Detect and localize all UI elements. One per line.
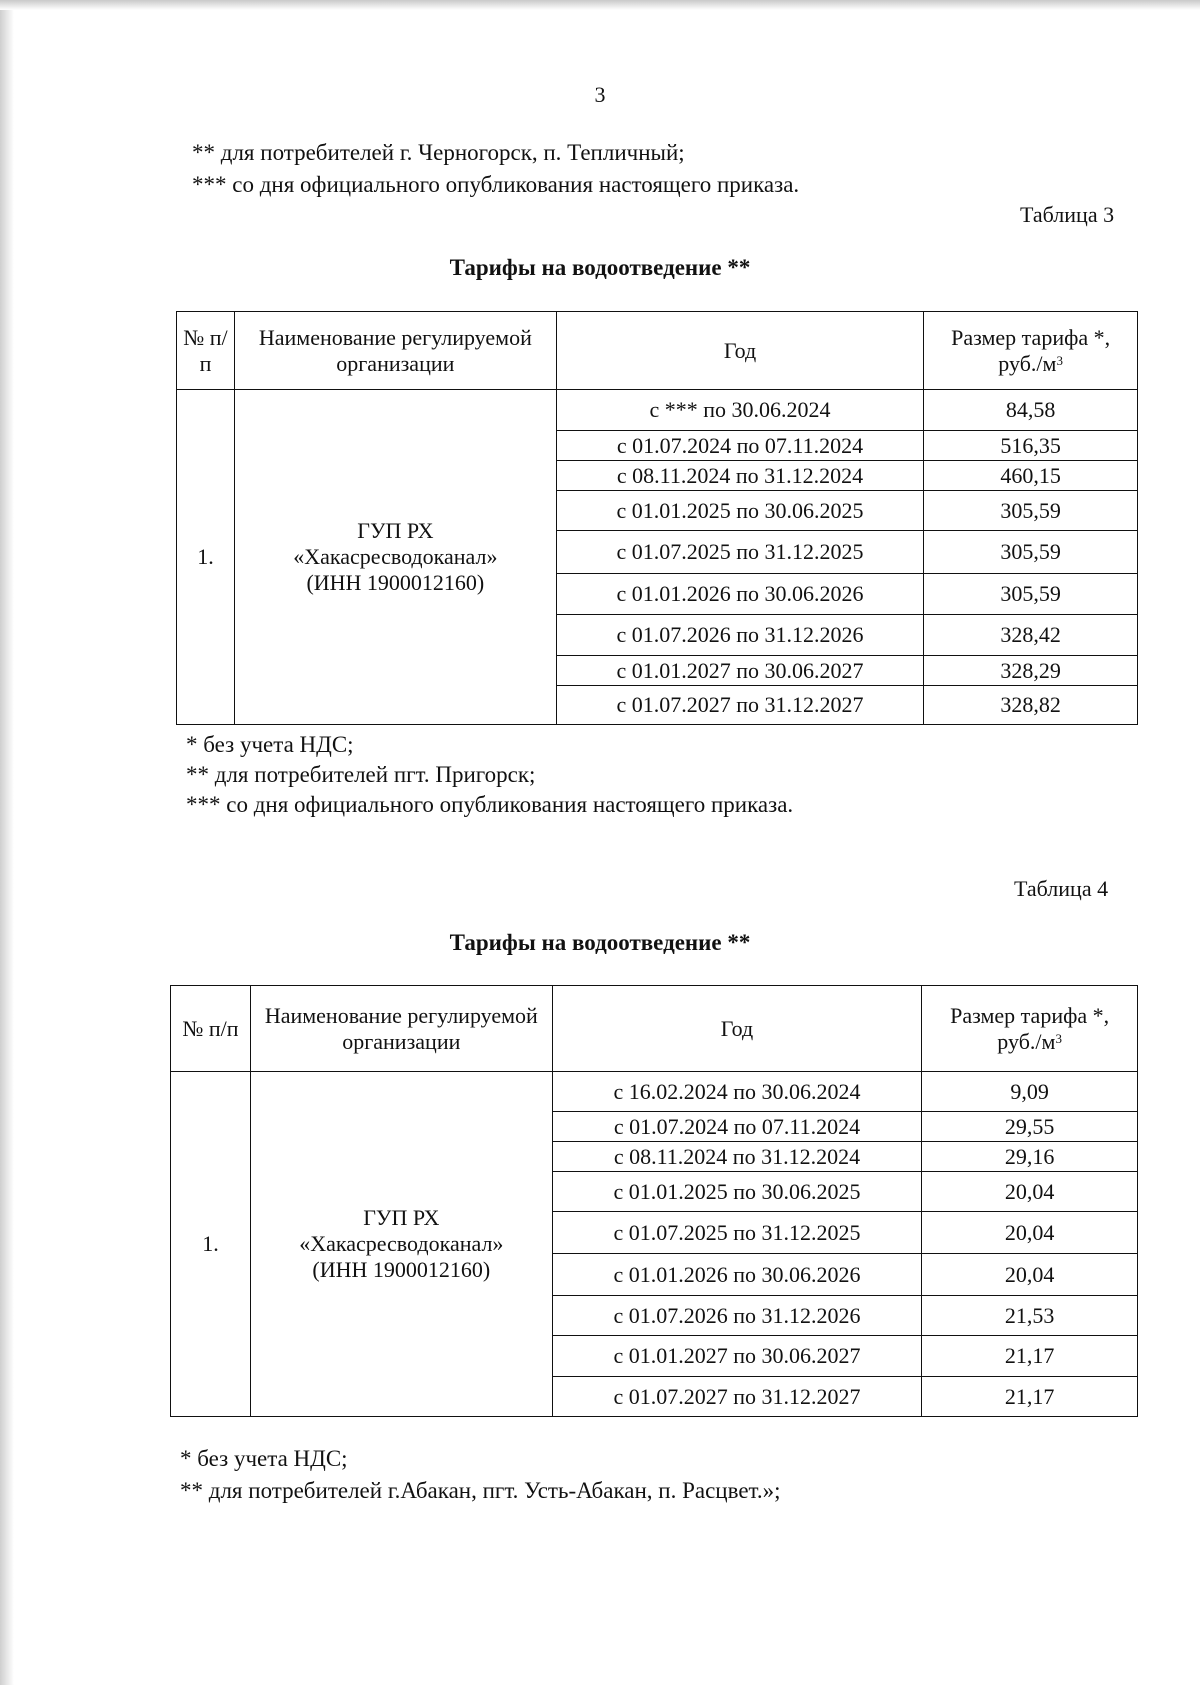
table4-period: с 01.01.2026 по 30.06.2026 <box>552 1254 922 1296</box>
table4-period: с 16.02.2024 по 30.06.2024 <box>552 1072 922 1112</box>
table3-tariff: 516,35 <box>924 431 1138 461</box>
table4-tariff: 20,04 <box>922 1254 1138 1296</box>
table3-period: с 01.01.2027 по 30.06.2027 <box>556 656 924 686</box>
table4-period: с 01.07.2027 по 31.12.2027 <box>552 1377 922 1417</box>
table4-header-tariff-sup: 3 <box>1055 1030 1062 1046</box>
table4-period: с 01.01.2027 по 30.06.2027 <box>552 1336 922 1377</box>
table4-org-line-2: «Хакасресводоканал» <box>299 1231 504 1256</box>
table3-header-row <box>177 312 1138 390</box>
table3-note-3: *** со дня официального опубликования настоящего приказа. <box>186 792 794 817</box>
table3-header-tariff-text: Размер тарифа *, руб./м <box>951 324 1111 376</box>
table3 <box>176 311 1138 725</box>
table3-period: с 01.07.2025 по 31.12.2025 <box>556 531 924 574</box>
scan-edge-top <box>0 0 1200 10</box>
table3-header-name: Наименование регулируемой организации <box>234 312 556 390</box>
table3-tariff: 328,42 <box>924 615 1138 656</box>
table4-tariff: 20,04 <box>922 1172 1138 1212</box>
table4-tariff: 21,17 <box>922 1377 1138 1417</box>
table4-header-name: Наименование регулируемой организации <box>250 986 552 1072</box>
table4-note-1: * без учета НДС; <box>180 1446 348 1471</box>
table-row <box>177 390 1138 431</box>
table3-title: Тарифы на водоотведение ** <box>449 255 751 280</box>
table3-org-name <box>234 390 556 725</box>
page-number: 3 <box>594 82 606 107</box>
table3-tariff: 305,59 <box>924 574 1138 615</box>
table3-tariff: 328,82 <box>924 686 1138 725</box>
header-note-1: ** для потребителей г. Черногорск, п. Тепличный; <box>192 140 685 165</box>
table4-period: с 01.07.2024 по 07.11.2024 <box>552 1112 922 1142</box>
table4-header-row <box>171 986 1138 1072</box>
table4-title: Тарифы на водоотведение ** <box>449 930 751 955</box>
table4-org-line-3: (ИНН 1900012160) <box>312 1257 491 1282</box>
table4-header-num: № п/п <box>171 986 251 1072</box>
table4-header-tariff-text: Размер тарифа *, руб./м <box>950 1002 1110 1054</box>
table3-period: с 01.07.2024 по 07.11.2024 <box>556 431 924 461</box>
table3-period: с 01.01.2025 по 30.06.2025 <box>556 491 924 531</box>
table3-tariff: 84,58 <box>924 390 1138 431</box>
header-note-2: *** со дня официального опубликования настоящего приказа. <box>192 172 800 197</box>
table3-header-year: Год <box>556 312 924 390</box>
table4-tariff: 9,09 <box>922 1072 1138 1112</box>
table3-header-tariff-sup: 3 <box>1056 352 1063 368</box>
table4-header-year: Год <box>552 986 922 1072</box>
table4-period: с 01.01.2025 по 30.06.2025 <box>552 1172 922 1212</box>
table3-period: с 01.07.2026 по 31.12.2026 <box>556 615 924 656</box>
table4-header-tariff <box>922 986 1138 1072</box>
table4-tariff: 21,17 <box>922 1336 1138 1377</box>
table4-row-number: 1. <box>171 1072 251 1417</box>
table4-note-2: ** для потребителей г.Абакан, пгт. Усть-Абакан, п. Расцвет.»; <box>180 1478 781 1503</box>
table3-org-line-3: (ИНН 1900012160) <box>306 570 485 595</box>
table3-label: Таблица 3 <box>1020 202 1115 227</box>
scan-edge-left <box>0 0 14 1685</box>
table4-label: Таблица 4 <box>1014 876 1109 901</box>
table3-tariff: 305,59 <box>924 531 1138 574</box>
table3-tariff: 460,15 <box>924 461 1138 491</box>
table4-tariff: 20,04 <box>922 1212 1138 1254</box>
table4-tariff: 29,16 <box>922 1142 1138 1172</box>
table3-org-line-2: «Хакасресводоканал» <box>293 544 498 569</box>
table3-header-tariff <box>924 312 1138 390</box>
table4-period: с 08.11.2024 по 31.12.2024 <box>552 1142 922 1172</box>
table3-period: с 01.07.2027 по 31.12.2027 <box>556 686 924 725</box>
table4-org-line-1: ГУП РХ <box>363 1205 440 1230</box>
table3-note-1: * без учета НДС; <box>186 732 354 757</box>
table4 <box>170 985 1138 1417</box>
table3-period: с *** по 30.06.2024 <box>556 390 924 431</box>
table3-period: с 08.11.2024 по 31.12.2024 <box>556 461 924 491</box>
table4-tariff: 21,53 <box>922 1296 1138 1336</box>
table3-tariff: 305,59 <box>924 491 1138 531</box>
table4-period: с 01.07.2025 по 31.12.2025 <box>552 1212 922 1254</box>
table3-org-line-1: ГУП РХ <box>357 518 434 543</box>
table3-row-number: 1. <box>177 390 235 725</box>
table4-tariff: 29,55 <box>922 1112 1138 1142</box>
table-row <box>171 1072 1138 1112</box>
table4-period: с 01.07.2026 по 31.12.2026 <box>552 1296 922 1336</box>
table3-note-2: ** для потребителей пгт. Пригорск; <box>186 762 536 787</box>
table4-org-name <box>250 1072 552 1417</box>
table3-tariff: 328,29 <box>924 656 1138 686</box>
table3-period: с 01.01.2026 по 30.06.2026 <box>556 574 924 615</box>
table3-header-num: № п/п <box>177 312 235 390</box>
